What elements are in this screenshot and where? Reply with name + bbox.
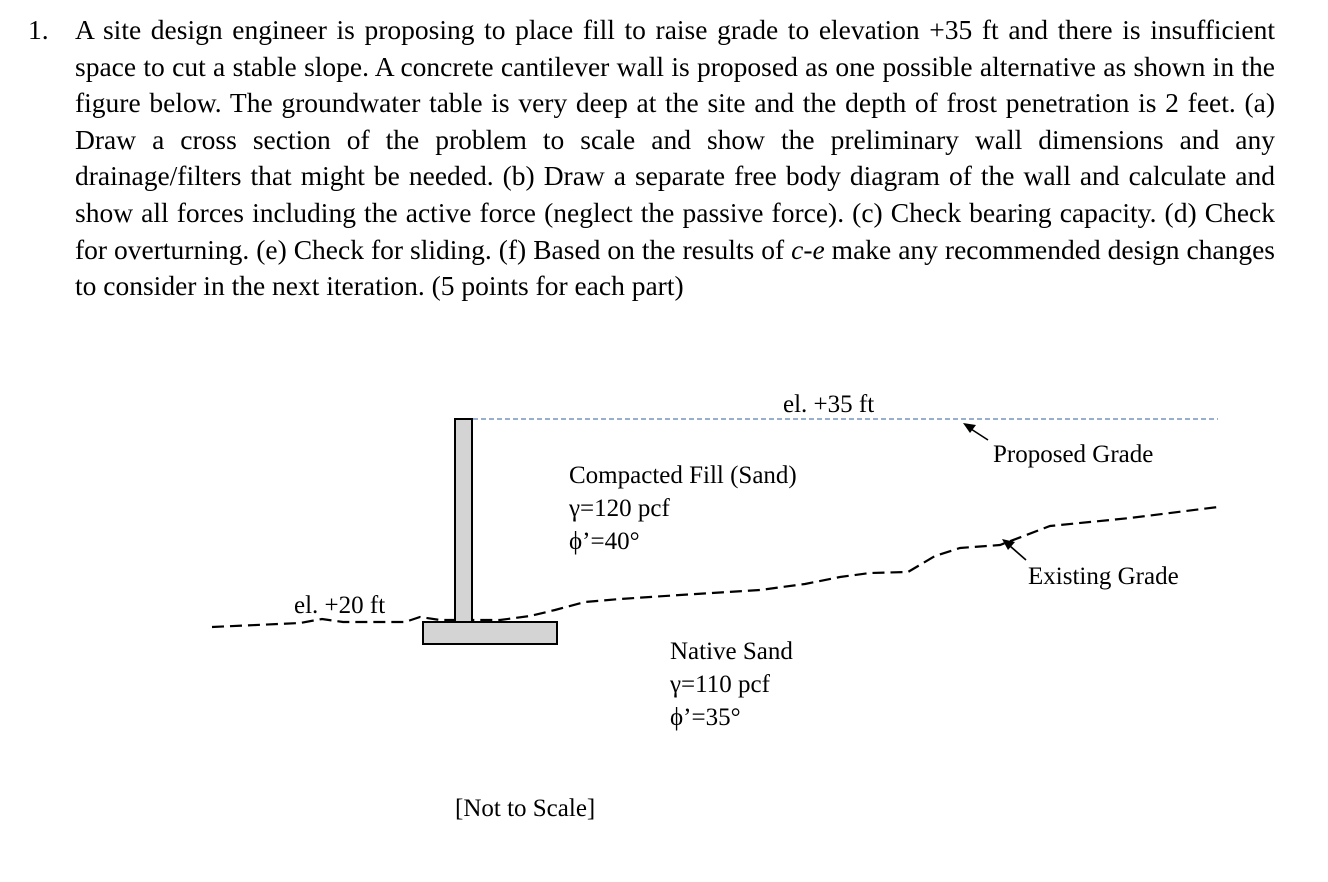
fill-name-label: Compacted Fill (Sand) — [569, 462, 797, 489]
fill-gamma-label: γ=120 pcf — [569, 495, 670, 522]
elevation-bottom-label: el. +20 ft — [294, 592, 386, 619]
fill-phi-label: ϕ’=40° — [569, 528, 640, 555]
proposed-grade-arrow — [971, 429, 988, 440]
elevation-top-label: el. +35 ft — [783, 391, 875, 418]
wall-stem — [455, 419, 472, 622]
native-gamma-label: γ=110 pcf — [670, 671, 770, 698]
existing-grade-label: Existing Grade — [1028, 563, 1179, 590]
wall-footing — [423, 622, 557, 644]
native-phi-label: ϕ’=35° — [670, 704, 741, 731]
retaining-wall-figure — [0, 380, 1328, 850]
native-name-label: Native Sand — [670, 638, 793, 665]
not-to-scale-note: [Not to Scale] — [455, 795, 596, 822]
question-text-part1: A site design engineer is proposing to place fill to raise grade to elevation +35 ft and there is insufficient space to cut a stable slope. A concrete cantilever wall is proposed as one possible alternative as shown in the figure below. The groundwater table is very deep at the site and the depth of frost penetration is 2 feet. (a) Draw a cross section of the problem to scale and show the preliminary wall dimensions and any drainage/filters that might be needed. (b) Draw a separate free body diagram of the wall and calculate and show all forces including the active force (neglect the passive force). (c) Check bearing capacity. (d) Check for overturning. (e) Check for sliding. (f) Based on the results of — [75, 14, 1275, 265]
figure-canvas — [0, 380, 1328, 850]
question-text — [75, 12, 1275, 305]
question-text-italic: c-e — [791, 233, 825, 265]
proposed-grade-label: Proposed Grade — [993, 441, 1154, 468]
question-text-part2: make any recommended design changes to consider in the next iteration. (5 points for each part) — [75, 233, 1276, 302]
question-number: 1. — [28, 14, 49, 45]
existing-grade-arrow — [1010, 546, 1026, 560]
